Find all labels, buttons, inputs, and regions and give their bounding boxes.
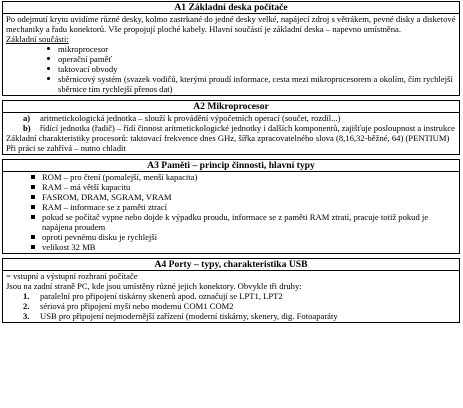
section-a2-characteristics: Základní charakteristiky procesorů: taktovací frekvence dnes GHz, šířka zpracovatelného slova (8,16,32-běžné, 64) (PENTIUM) — [6, 133, 450, 143]
list-item — [23, 301, 456, 311]
list-item: RAM – informace se z paměti ztrací — [42, 202, 456, 212]
list-item: FASROM, DRAM, SGRAM, VRAM — [42, 192, 456, 202]
section-a4-intro-location: Jsou na zadní straně PC, kde jsou umístěny různé jejich konektory. Obvykle tři druhy: — [6, 281, 302, 291]
section-a1-body — [3, 14, 459, 95]
section-a1-parts-list — [6, 44, 456, 94]
section-a3-list — [6, 172, 456, 252]
list-marker: a) — [23, 113, 31, 123]
section-a3-body — [3, 172, 459, 253]
section-a4-title: A4 Porty – typy, charakteristika USB — [3, 259, 459, 271]
section-a4 — [2, 258, 460, 323]
list-marker: 2. — [23, 301, 30, 311]
list-item: velikost 32 MB — [42, 242, 456, 252]
list-item-text: sériová pro připojení myši nebo modemu COM1 COM2 — [40, 301, 234, 311]
list-item: mikroprocesor — [58, 44, 456, 54]
section-a2 — [2, 100, 460, 155]
section-a4-list — [6, 291, 456, 321]
list-item-text: paralelní pro připojení tiskárny skenerů apod. označují se LPT1, LPT2 — [40, 291, 283, 301]
list-item-text: aritmetickologická jednotka – slouží k provádění výpočetních operací (součet, rozdíl...) — [40, 113, 341, 123]
list-item: pokud se počítač vypne nebo dojde k výpadku proudu, informace se z paměti RAM ztratí, pracuje totiž pokud je napájena proudem — [42, 212, 456, 232]
list-marker: 1. — [23, 291, 30, 301]
list-item: taktovací obvody — [58, 64, 456, 74]
section-a1-parts-label: Základní součásti: — [6, 34, 69, 44]
list-item: sběrnicový systém (svazek vodičů, kterými proudí informace, cesta mezi mikroprocesorem a okolím, čím rychlejší sběrnice tím rychlejší přenos dat) — [58, 74, 456, 94]
section-a3-title: A3 Paměti – princip činnosti, hlavní typy — [3, 160, 459, 172]
section-a2-body — [3, 113, 459, 154]
list-item — [23, 123, 456, 133]
list-item: RAM – má větší kapacitu — [42, 182, 456, 192]
section-a2-list — [6, 113, 456, 133]
section-a4-intro-definition: = vstupní a výstupní rozhraní počítače — [6, 271, 138, 281]
section-a1 — [2, 1, 460, 96]
list-marker: 3. — [23, 311, 30, 321]
list-item-text: USB pro připojení nejmodernější zařízení (moderní tiskárny, skenery, dig. Fotoaparáty — [40, 311, 338, 321]
section-a1-title: A1 Základní deska počítače — [3, 2, 459, 14]
section-a3 — [2, 159, 460, 254]
list-item: oproti pevnému disku je rychlejší — [42, 232, 456, 242]
section-a2-note: Při práci se zahřívá – nutno chladit — [6, 143, 126, 153]
list-item — [23, 291, 456, 301]
list-item — [23, 113, 456, 123]
list-item: operační paměť — [58, 54, 456, 64]
list-item-text: řídící jednotka (řadič) – řídí činnost aritmetickologické jednotky i dalších komponentů, zajišťuje posloupnost a instrukce — [40, 123, 455, 133]
list-item: ROM – pro čtení (pomalejší, menší kapacita) — [42, 172, 456, 182]
section-a2-title: A2 Mikroprocesor — [3, 101, 459, 113]
list-item — [23, 311, 456, 321]
section-a1-intro: Po odejmutí krytu uvidíme různé desky, kolmo zastrkané do jedné desky velké, napájecí zdroj s větrákem, pevné disky a disketové mechaniky a řadu konektorů. Vše propojují ploché kabely. Hlavní součástí je základní deska – napevno umístněna. — [6, 14, 456, 34]
section-a4-body — [3, 271, 459, 322]
list-marker: b) — [23, 123, 31, 133]
